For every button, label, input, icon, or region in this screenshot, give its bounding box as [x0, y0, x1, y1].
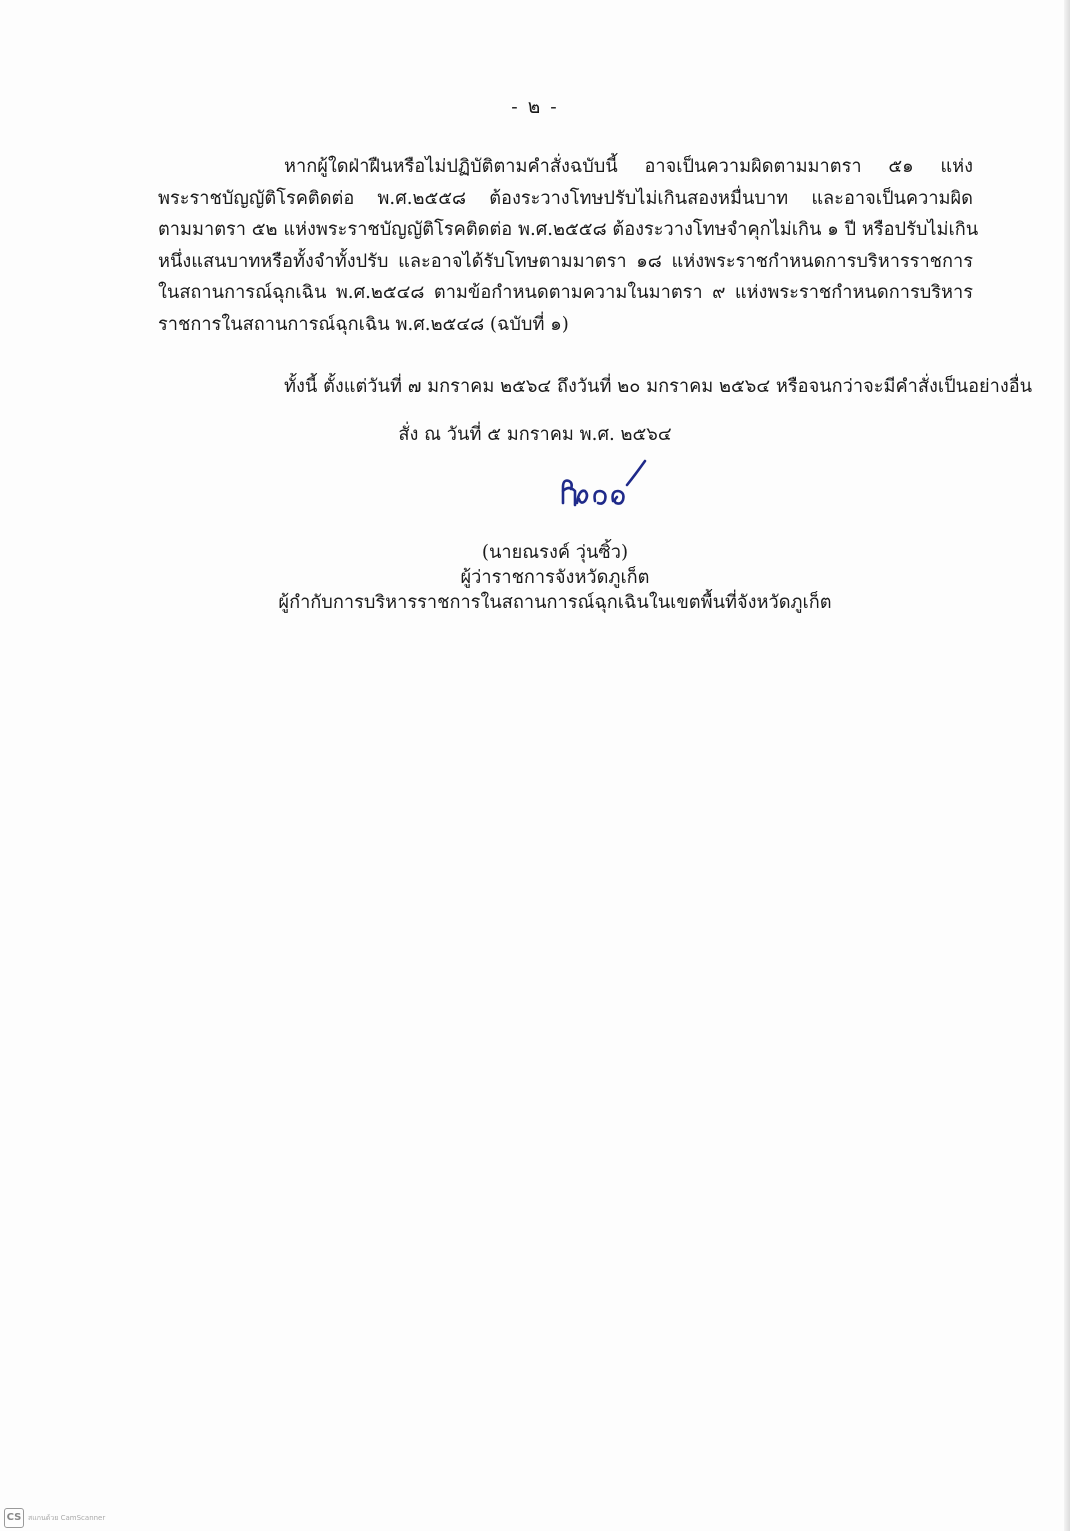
paragraph-line: หนึ่งแสนบาทหรือทั้งจำทั้งปรับ และอาจได้รับโทษตามมาตรา ๑๘ แห่งพระราชกำหนดการบริหารราชการ	[158, 250, 973, 272]
penalty-paragraph	[158, 151, 979, 341]
handwritten-signature	[555, 455, 655, 525]
order-date: สั่ง ณ วันที่ ๕ มกราคม พ.ศ. ๒๕๖๔	[398, 424, 672, 445]
page-edge-shadow	[1064, 0, 1070, 1531]
paragraph-line: พระราชบัญญัติโรคติดต่อ พ.ศ.๒๕๕๘ ต้องระวางโทษปรับไม่เกินสองหมื่นบาท และอาจเป็นความผิด	[158, 187, 973, 209]
paragraph-line: ตามมาตรา ๕๒ แห่งพระราชบัญญัติโรคติดต่อ พ.ศ.๒๕๕๘ ต้องระวางโทษจำคุกไม่เกิน ๑ ปี หรือปรับไม่เกิน	[158, 219, 979, 241]
camscanner-watermark	[4, 1508, 105, 1528]
camscanner-text: สแกนด้วย CamScanner	[28, 1513, 106, 1522]
effective-duration: ทั้งนี้ ตั้งแต่วันที่ ๗ มกราคม ๒๕๖๔ ถึงวันที่ ๒๐ มกราคม ๒๕๖๔ หรือจนกว่าจะมีคำสั่งเป็นอย่างอื่น	[284, 376, 1033, 397]
signer-name: (นายณรงค์ วุ่นซิ้ว)	[481, 542, 629, 563]
signature-block	[0, 540, 1070, 615]
page-number: - ๒ -	[511, 96, 559, 118]
paragraph-line: ในสถานการณ์ฉุกเฉิน พ.ศ.๒๕๔๘ ตามข้อกำหนดตามความในมาตรา ๙ แห่งพระราชกำหนดการบริหาร	[158, 282, 973, 304]
paragraph-line: หากผู้ใดฝ่าฝืนหรือไม่ปฏิบัติตามคำสั่งฉบับนี้ อาจเป็นความผิดตามมาตรา ๕๑ แห่ง	[284, 156, 973, 177]
paragraph-line: ราชการในสถานการณ์ฉุกเฉิน พ.ศ.๒๕๔๘ (ฉบับที่ ๑)	[158, 313, 569, 335]
signer-position: ผู้ว่าราชการจังหวัดภูเก็ต	[460, 567, 650, 588]
signer-authority: ผู้กำกับการบริหารราชการในสถานการณ์ฉุกเฉินในเขตพื้นที่จังหวัดภูเก็ต	[278, 592, 832, 613]
camscanner-logo-icon: CS	[4, 1508, 24, 1528]
